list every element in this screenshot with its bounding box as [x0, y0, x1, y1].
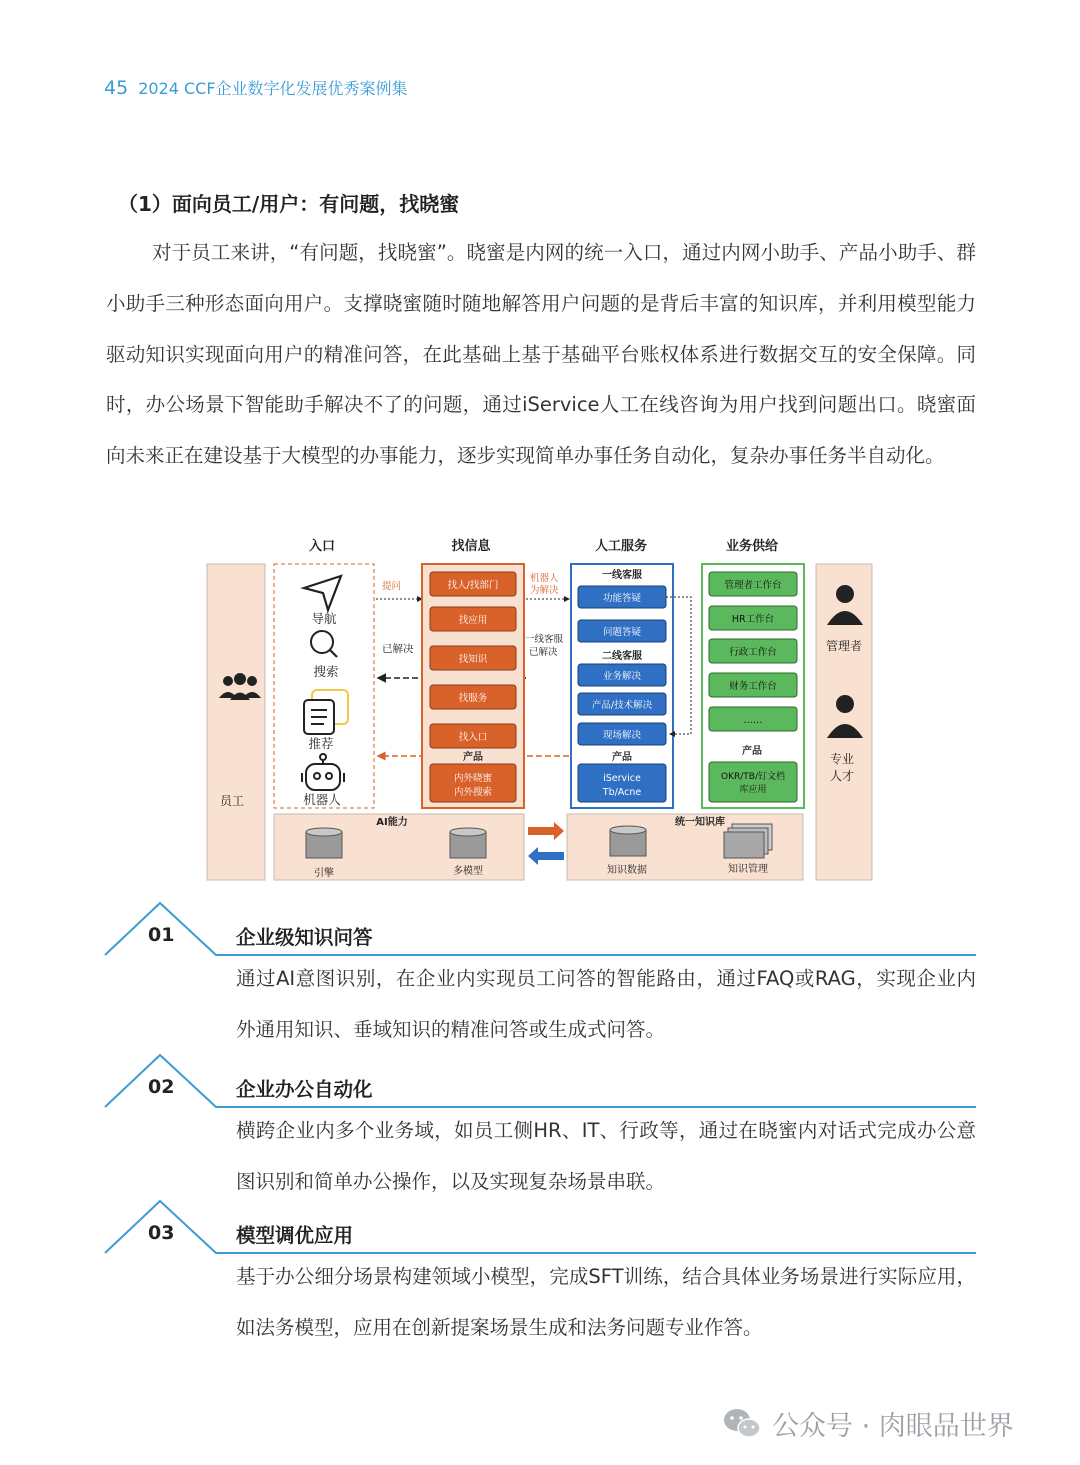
models-db-icon	[450, 828, 486, 858]
item-02-number: 02	[148, 1076, 175, 1098]
svg-text:Tb/Acne: Tb/Acne	[602, 787, 642, 798]
find-product-label: 产品	[463, 752, 483, 763]
service-first-title: 一线客服	[602, 570, 642, 581]
find-item-app	[430, 607, 516, 631]
item-03-divider	[104, 1198, 976, 1260]
engine-db-icon	[306, 828, 342, 858]
item-01-number: 01	[148, 924, 175, 946]
svg-text:问题答疑: 问题答疑	[602, 627, 642, 638]
intro-paragraph	[106, 228, 976, 482]
svg-text:库应用: 库应用	[739, 785, 767, 795]
svg-text:管理者工作台: 管理者工作台	[724, 580, 782, 591]
svg-text:找知识: 找知识	[458, 654, 488, 665]
item-01-divider	[104, 900, 976, 962]
svg-text:财务工作台: 财务工作台	[729, 681, 777, 692]
svg-text:内外晓蜜: 内外晓蜜	[453, 773, 493, 784]
entry-navigation: 导航	[311, 611, 337, 626]
robot-unsolved-1: 机器人	[530, 573, 559, 584]
supply-more	[709, 707, 797, 731]
service-tech	[578, 693, 666, 715]
role-manager: 管理者	[825, 639, 863, 653]
svg-text:行政工作台: 行政工作台	[729, 647, 777, 658]
role-professional-2: 人才	[829, 769, 855, 783]
service-product-label: 产品	[612, 752, 632, 763]
col-header-find: 找信息	[451, 539, 491, 554]
ai-models: 多模型	[453, 866, 483, 877]
col-header-entry: 入口	[308, 539, 336, 554]
svg-text:业务解决: 业务解决	[602, 671, 642, 682]
find-item-knowledge	[430, 646, 516, 670]
item-03-desc: 基于办公细分场景构建领域小模型，完成SFT训练，结合具体业务场景进行实际应用，如法务模型，应用在创新提案场景生成和法务问题专业作答。	[236, 1265, 976, 1339]
arrow-right-icon	[528, 822, 564, 840]
architecture-diagram	[206, 530, 874, 882]
kb-management: 知识管理	[728, 864, 768, 875]
search-icon	[311, 631, 337, 657]
navigation-icon	[304, 576, 341, 610]
item-03-number: 03	[148, 1222, 175, 1244]
employee-panel	[207, 564, 265, 880]
wechat-icon	[722, 1407, 762, 1441]
service-second-title: 二线客服	[602, 651, 642, 662]
svg-text:找应用: 找应用	[458, 615, 488, 626]
find-item-entry	[430, 724, 516, 748]
find-product	[430, 764, 516, 802]
find-item-person	[430, 572, 516, 596]
solved-label-left: 已解决	[382, 643, 414, 655]
svg-text:功能答疑: 功能答疑	[602, 593, 642, 604]
entry-search: 搜索	[313, 664, 339, 679]
intro-text: 对于员工来讲，“有问题，找晓蜜”。晓蜜是内网的统一入口，通过内网小助手、产品小助手、群小助手三种形态面向用户。支撑晓蜜随时随地解答用户问题的是背后丰富的知识库，并利用模型能力驱动知识实现面向用户的精准问答，在此基础上基于基础平台账权体系进行数据交互的安全保障。同时，办公场景下智能助手解决不了的问题，通过iService人工在线咨询为用户找到问题出口。晓蜜面向未来正在建设基于大模型的办事能力，逐步实现简单办事任务自动化，复杂办事任务半自动化。	[106, 241, 976, 468]
supply-product-label: 产品	[742, 746, 762, 757]
svg-text:产品/技术解决: 产品/技术解决	[591, 700, 653, 711]
entry-recommend: 推荐	[308, 736, 334, 751]
svg-text:内外搜索: 内外搜索	[453, 787, 493, 798]
item-01-title: 企业级知识问答	[236, 926, 373, 949]
robot-unsolved-2: 为解决	[530, 585, 559, 596]
kb-title: 统一知识库	[675, 817, 725, 828]
svg-text:找入口: 找入口	[458, 732, 488, 743]
service-problem-qa	[578, 620, 666, 642]
supply-admin	[709, 639, 797, 663]
doc-title: 2024 CCF企业数字化发展优秀案例集	[138, 79, 408, 98]
service-func-qa	[578, 586, 666, 608]
svg-text:……: ……	[743, 715, 763, 726]
service-business	[578, 664, 666, 686]
item-03-title: 模型调优应用	[236, 1224, 354, 1247]
first-line-solved-1: 一线客服	[525, 634, 564, 645]
entry-box	[274, 564, 374, 808]
item-02-divider	[104, 1052, 976, 1114]
ai-engine: 引擎	[314, 868, 334, 879]
service-onsite	[578, 723, 666, 745]
employee-label: 员工	[219, 794, 245, 808]
role-professional-1: 专业	[829, 752, 855, 766]
knowledge-mgmt-icon	[724, 824, 772, 858]
item-02-title: 企业办公自动化	[236, 1078, 373, 1101]
supply-manager	[709, 572, 797, 596]
svg-text:现场解决: 现场解决	[602, 730, 642, 741]
svg-text:iService: iService	[603, 773, 641, 784]
page-header	[104, 76, 408, 99]
kb-data: 知识数据	[607, 865, 647, 876]
svg-text:找服务: 找服务	[458, 693, 488, 704]
col-header-supply: 业务供给	[725, 539, 779, 554]
svg-text:找人/找部门: 找人/找部门	[447, 580, 499, 591]
arrow-left-icon	[528, 847, 564, 865]
watermark-text: 公众号 · 肉眼品世界	[772, 1411, 1014, 1442]
first-line-solved-2: 已解决	[529, 647, 558, 658]
entry-robot: 机器人	[303, 792, 341, 807]
item-01-desc: 通过AI意图识别，在企业内实现员工问答的智能路由，通过FAQ或RAG，实现企业内外通用知识、垂域知识的精准问答或生成式问答。	[236, 967, 976, 1041]
supply-hr	[709, 606, 797, 630]
page-number: 45	[104, 77, 129, 99]
svg-text:HR工作台: HR工作台	[731, 614, 775, 625]
ai-title: AI能力	[376, 817, 408, 828]
robot-icon	[302, 754, 344, 790]
recommend-icon	[304, 690, 348, 734]
section-title: （1）面向员工/用户：有问题，找晓蜜	[118, 192, 460, 216]
col-header-service: 人工服务	[594, 539, 648, 554]
item-02-desc: 横跨企业内多个业务域，如员工侧HR、IT、行政等，通过在晓蜜内对话式完成办公意图识别和简单办公操作，以及实现复杂场景串联。	[236, 1119, 976, 1193]
svg-text:OKR/TB/钉文档: OKR/TB/钉文档	[721, 772, 785, 782]
supply-product	[709, 762, 797, 802]
watermark	[722, 1404, 1014, 1443]
ask-label: 提问	[382, 581, 402, 592]
knowledge-data-icon	[610, 826, 646, 856]
supply-finance	[709, 673, 797, 697]
find-item-service	[430, 685, 516, 709]
service-product	[578, 764, 666, 802]
